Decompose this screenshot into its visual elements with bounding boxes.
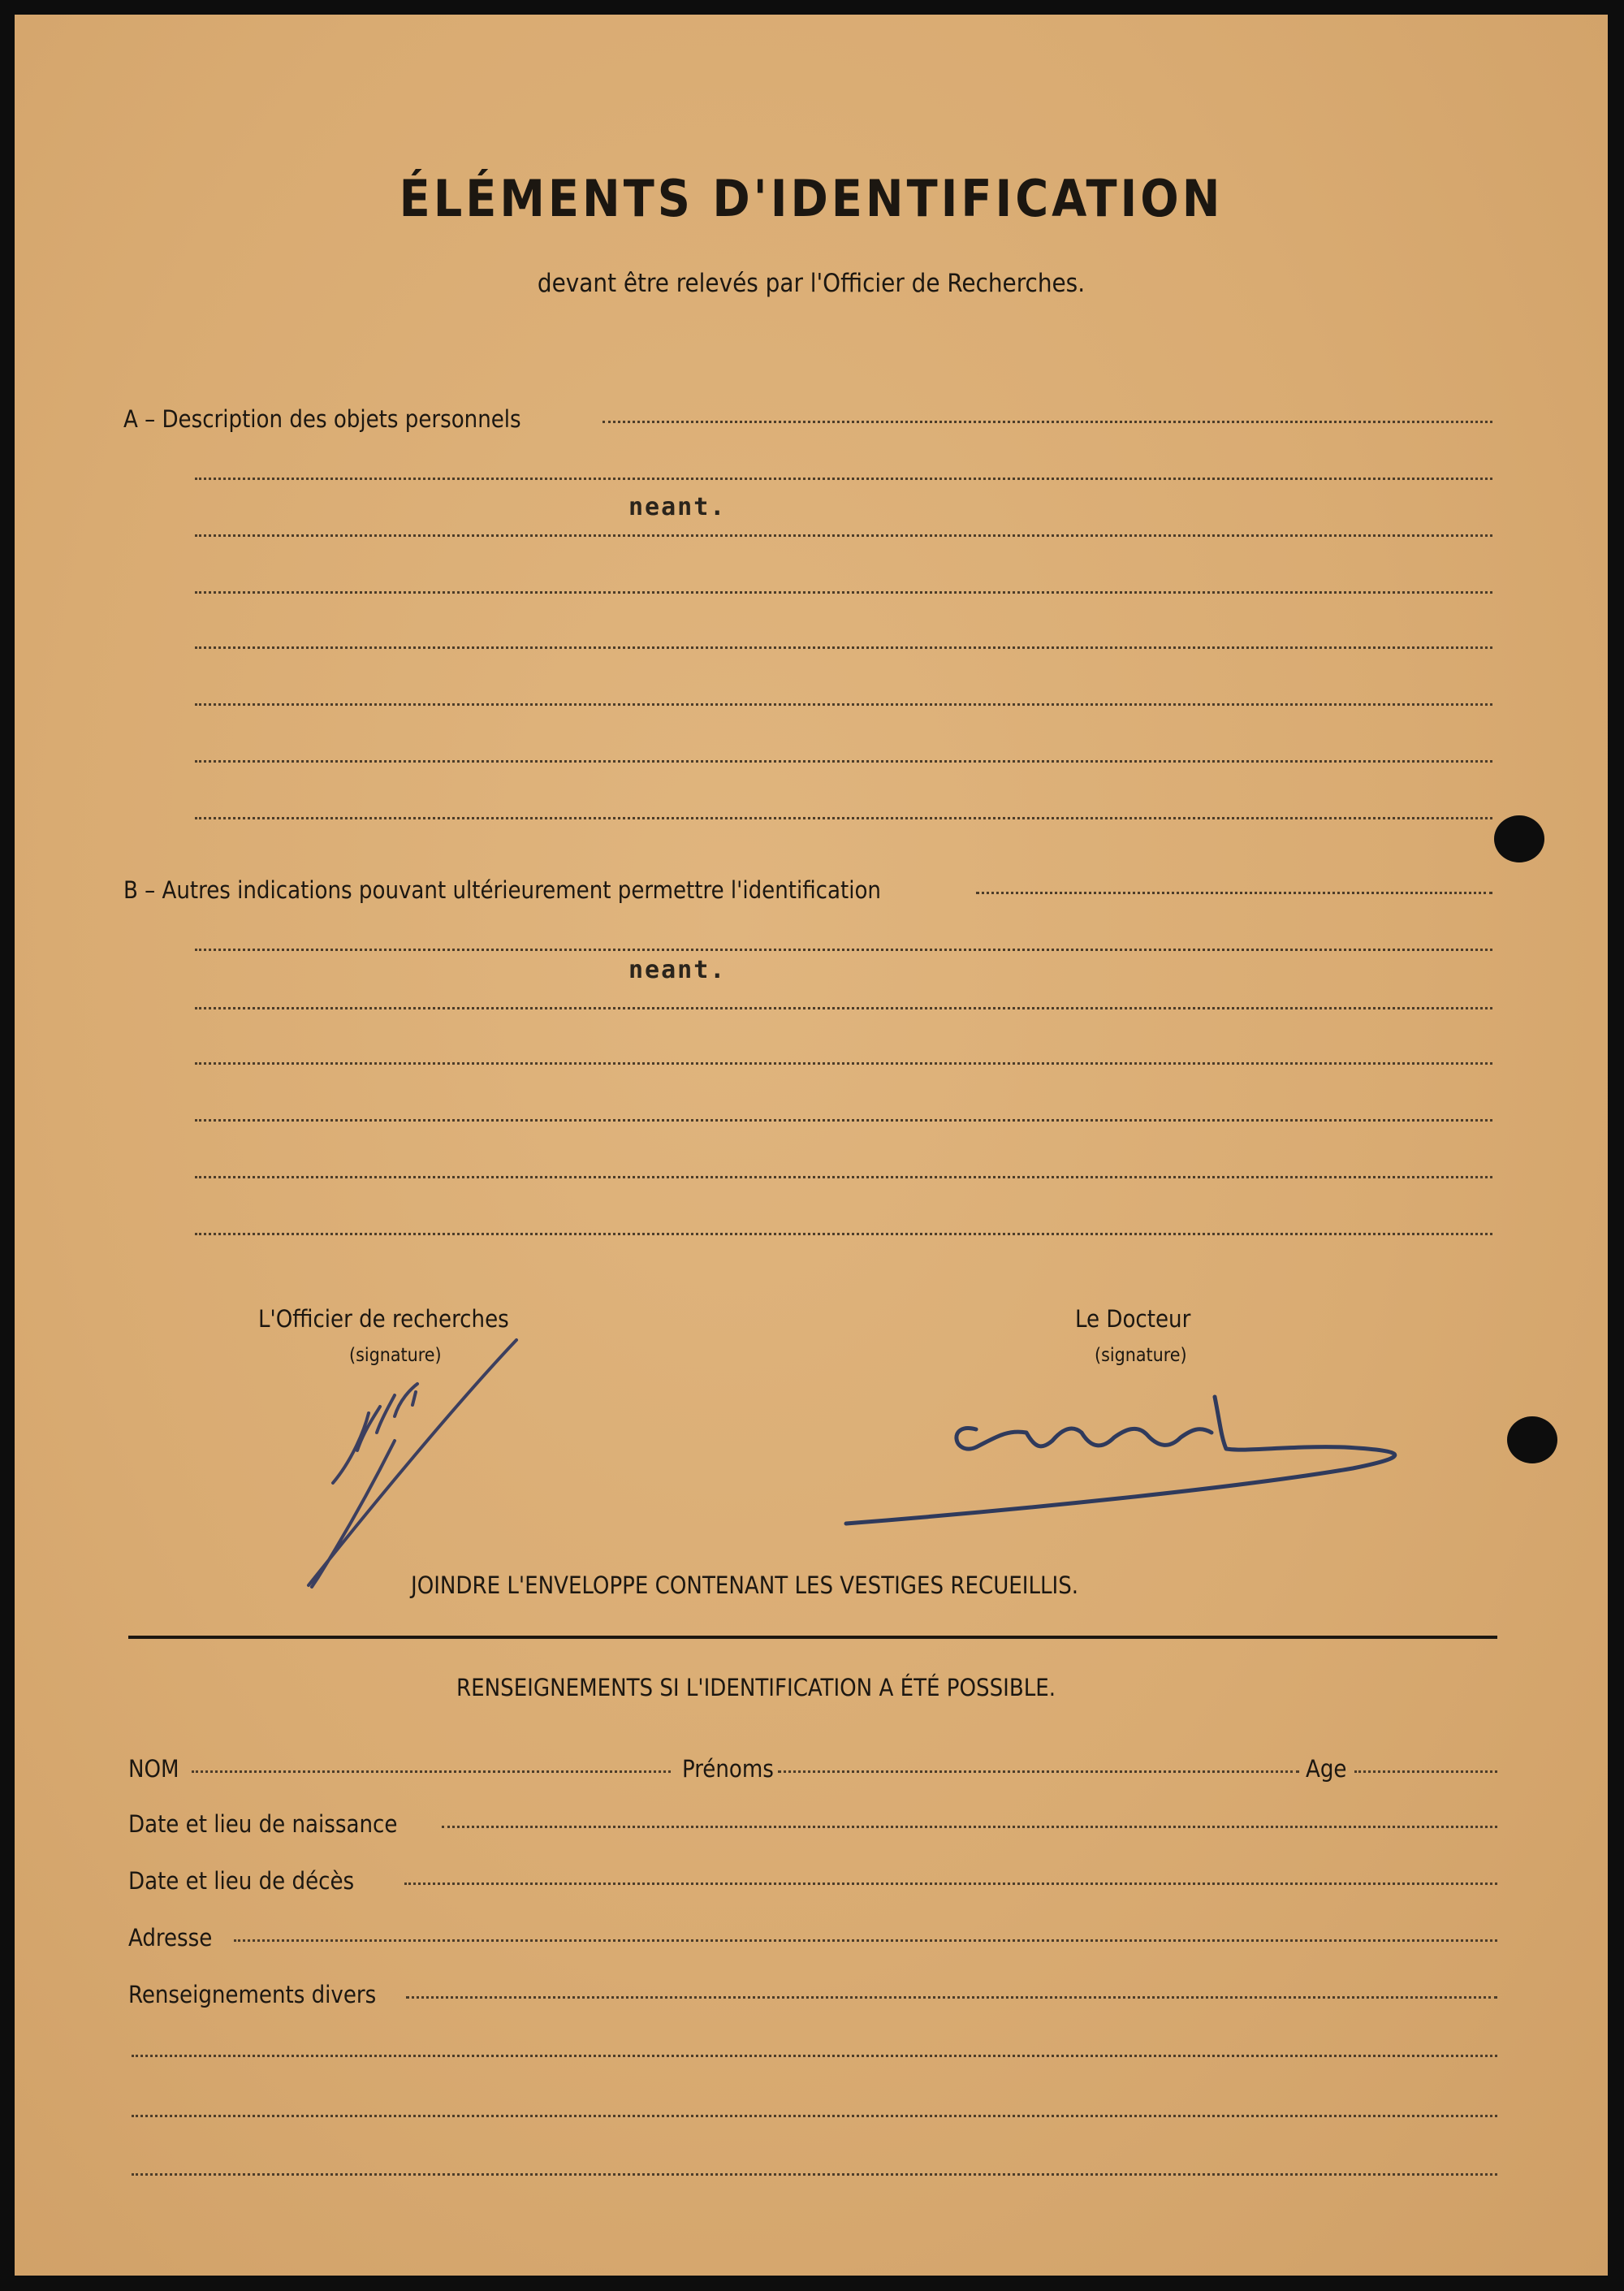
section-divider — [128, 1636, 1497, 1639]
divers-line-1[interactable] — [406, 1996, 1497, 1999]
section-a-line-6[interactable] — [195, 703, 1492, 706]
doctor-signature-label: Le Docteur — [1075, 1305, 1191, 1333]
age-label: Age — [1306, 1755, 1347, 1783]
doctor-signature-mark — [833, 1372, 1418, 1519]
section-b-line-3[interactable] — [195, 1007, 1492, 1009]
section-a-line-8[interactable] — [195, 817, 1492, 819]
nom-label: NOM — [128, 1755, 179, 1783]
punch-hole-top — [1494, 815, 1544, 862]
section-b-line-2[interactable] — [195, 949, 1492, 951]
form-sheet — [15, 15, 1608, 2276]
divers-line-4[interactable] — [132, 2173, 1497, 2176]
divers-line-3[interactable] — [132, 2115, 1497, 2117]
identification-heading: RENSEIGNEMENTS SI L'IDENTIFICATION A ÉTÉ POSSIBLE. — [456, 1674, 1056, 1701]
section-a-label: A – Description des objets personnels — [123, 405, 521, 433]
section-a-line-7[interactable] — [195, 760, 1492, 763]
form-subtitle: devant être relevés par l'Officier de Recherches. — [537, 269, 1086, 298]
naissance-label: Date et lieu de naissance — [128, 1810, 398, 1838]
officer-signature-label: L'Officier de recherches — [258, 1305, 509, 1333]
section-a-line-5[interactable] — [195, 646, 1492, 649]
deces-field[interactable] — [404, 1883, 1497, 1885]
doctor-signature-note: (signature) — [1095, 1345, 1187, 1366]
section-a-line-3[interactable] — [195, 534, 1492, 537]
section-b-line-4[interactable] — [195, 1062, 1492, 1065]
section-a-line-4[interactable] — [195, 591, 1492, 594]
section-a-value: neant. — [628, 493, 727, 521]
divers-label: Renseignements divers — [128, 1981, 377, 2008]
section-b-value: neant. — [628, 956, 727, 984]
prenoms-label: Prénoms — [682, 1755, 774, 1783]
section-b-line-6[interactable] — [195, 1176, 1492, 1178]
section-a-line-2[interactable] — [195, 478, 1492, 480]
section-b-line-5[interactable] — [195, 1119, 1492, 1122]
prenoms-field[interactable] — [778, 1770, 1299, 1773]
adresse-label: Adresse — [128, 1924, 213, 1952]
section-b-line-7[interactable] — [195, 1233, 1492, 1235]
form-title: ÉLÉMENTS D'IDENTIFICATION — [399, 169, 1224, 228]
section-b-label: B – Autres indications pouvant ultérieurement permettre l'identification — [123, 876, 881, 904]
nom-field[interactable] — [192, 1770, 671, 1773]
divers-line-2[interactable] — [132, 2055, 1497, 2057]
section-a-line-1[interactable] — [603, 421, 1492, 423]
deces-label: Date et lieu de décès — [128, 1867, 355, 1895]
attach-envelope-instruction: JOINDRE L'ENVELOPPE CONTENANT LES VESTIGES RECUEILLIS. — [411, 1571, 1079, 1599]
officer-signature-note: (signature) — [349, 1345, 442, 1366]
officer-signature-mark — [273, 1311, 516, 1587]
naissance-field[interactable] — [442, 1826, 1497, 1828]
age-field[interactable] — [1354, 1770, 1497, 1773]
adresse-field[interactable] — [234, 1939, 1497, 1942]
punch-hole-bottom — [1507, 1416, 1557, 1463]
section-b-line-1[interactable] — [976, 892, 1492, 894]
